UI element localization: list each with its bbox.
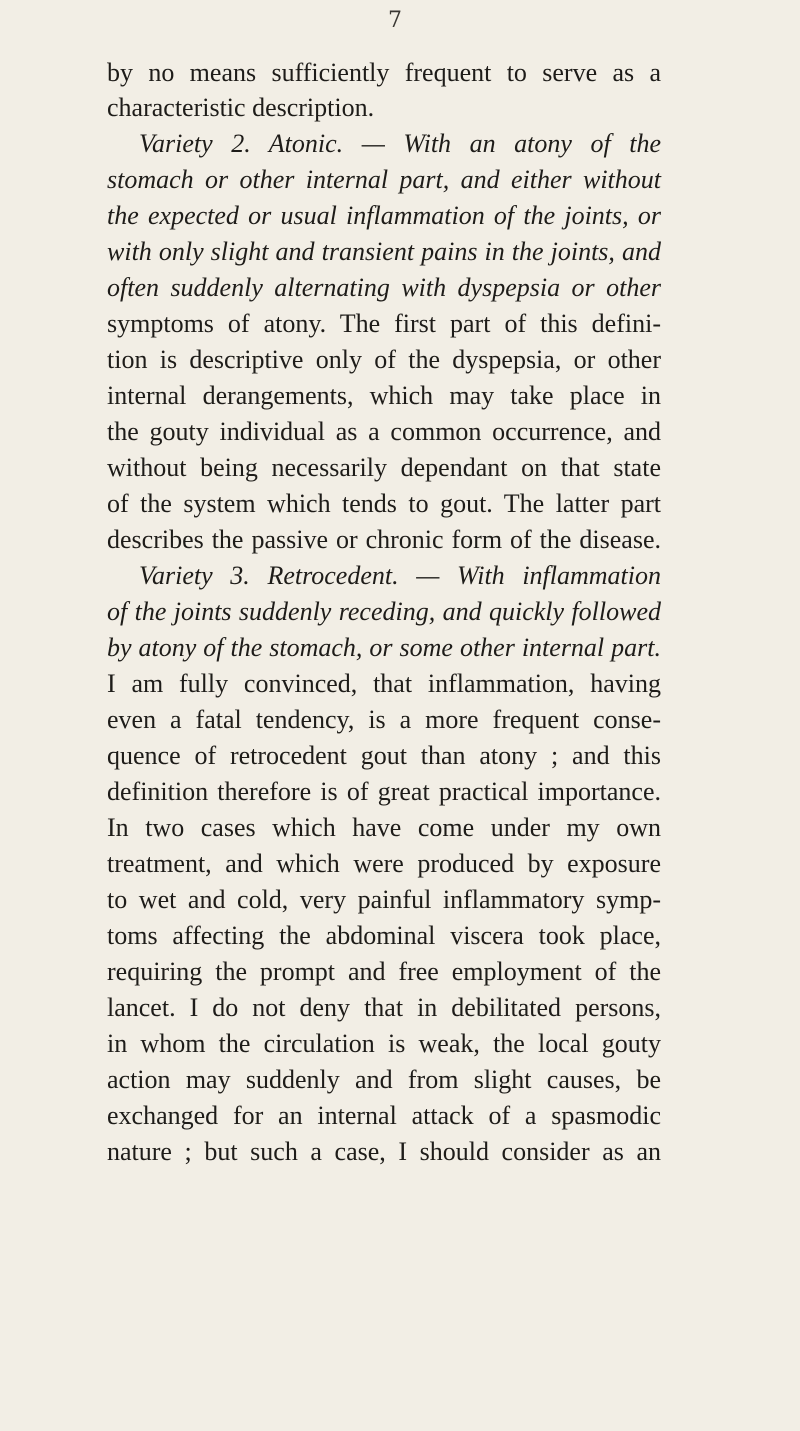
text-line: of the system which tends to gout. The latter part: [107, 489, 661, 518]
text-line: even a fatal tendency, is a more frequent conse-: [107, 705, 661, 734]
text-line: in whom the circulation is weak, the local gouty: [107, 1029, 661, 1058]
text-line: of the joints suddenly receding, and quickly followed: [107, 597, 661, 626]
text-line: describes the passive or chronic form of the disease.: [107, 525, 661, 554]
text-line: often suddenly alternating with dyspepsia or other: [107, 273, 661, 302]
text-line: the gouty individual as a common occurrence, and: [107, 417, 661, 446]
text-line: treatment, and which were produced by exposure: [107, 849, 661, 878]
text-line: by no means sufficiently frequent to serve as a: [107, 58, 661, 87]
text-line: stomach or other internal part, and either without: [107, 165, 661, 194]
text-line: without being necessarily dependant on that state: [107, 453, 661, 482]
text-line: toms affecting the abdominal viscera took place,: [107, 921, 661, 950]
text-line: to wet and cold, very painful inflammatory symp-: [107, 885, 661, 914]
text-line: action may suddenly and from slight causes, be: [107, 1065, 661, 1094]
text-line: the expected or usual inflammation of the joints, or: [107, 201, 661, 230]
text-line: internal derangements, which may take place in: [107, 381, 661, 410]
text-line: In two cases which have come under my own: [107, 813, 661, 842]
text-line: by atony of the stomach, or some other internal part.: [107, 633, 661, 662]
text-line: I am fully convinced, that inflammation, having: [107, 669, 661, 698]
text-line: requiring the prompt and free employment of the: [107, 957, 661, 986]
text-line: definition therefore is of great practical importance.: [107, 777, 661, 806]
text-line: quence of retrocedent gout than atony ; and this: [107, 741, 661, 770]
text-line: characteristic description.: [107, 93, 375, 122]
text-line: exchanged for an internal attack of a spasmodic: [107, 1101, 661, 1130]
text-line: Variety 2. Atonic. — With an atony of the: [139, 129, 661, 158]
text-line: tion is descriptive only of the dyspepsia, or other: [107, 345, 661, 374]
text-line: nature ; but such a case, I should consider as an: [107, 1137, 661, 1166]
text-line: lancet. I do not deny that in debilitated persons,: [107, 993, 661, 1022]
text-line: symptoms of atony. The first part of this defini-: [107, 309, 661, 338]
text-line: Variety 3. Retrocedent. — With inflammation: [139, 561, 661, 590]
text-line: with only slight and transient pains in the joints, and: [107, 237, 661, 266]
page-number: 7: [388, 8, 402, 33]
